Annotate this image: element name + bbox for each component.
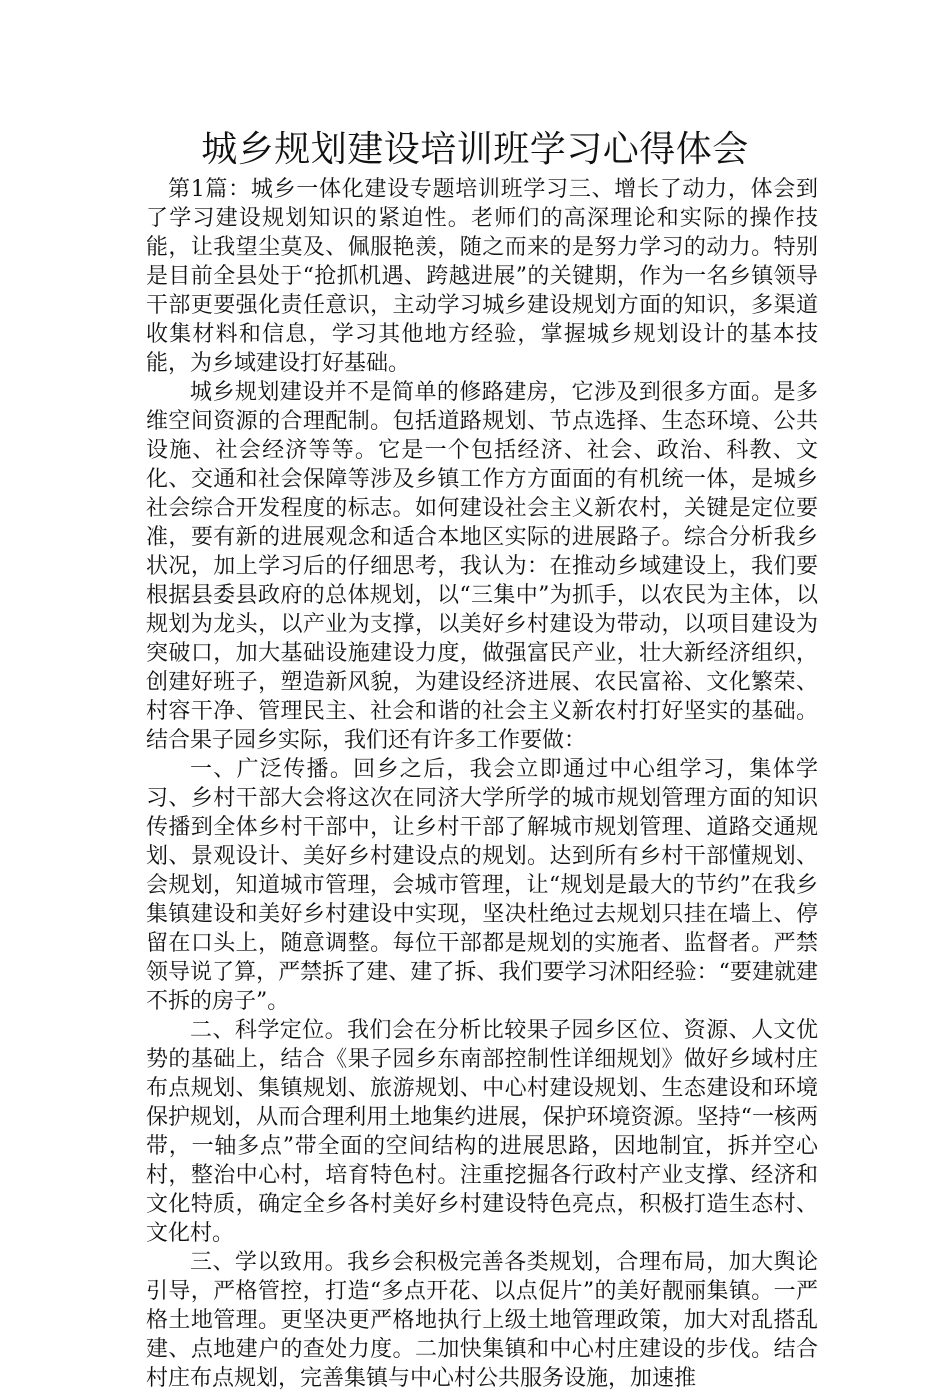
paragraph-5: 三、学以致用。我乡会积极完善各类规划，合理布局，加大舆论引导，严格管控，打造“多点开花、以点促片”的美好靓丽集镇。一严格土地管理。更坚决更严格地执行上级土地管理政策，加大对乱搭乱建、点地建户的查处力度。二加快集镇和中心村庄建设的步伐。结合村庄布点规划，完善集镇与中心村公共服务设施，加速推 [146,1250,818,1391]
paragraph-1: 第1篇：城乡一体化建设专题培训班学习三、增长了动力，体会到了学习建设规划知识的紧迫性。老师们的高深理论和实际的操作技能，让我望尘莫及、佩服艳羡，随之而来的是努力学习的动力。特别是目前全县处于“抢抓机遇、跨越进展”的关键期，作为一名乡镇领导干部更要强化责任意识，主动学习城乡建设规划方面的知识，多渠道收集材料和信息，学习其他地方经验，掌握城乡规划设计的基本技能，为乡域建设打好基础。 [146,177,818,376]
document-title: 城乡规划建设培训班学习心得体会 [201,129,749,170]
paragraph-3: 一、广泛传播。回乡之后，我会立即通过中心组学习，集体学习、乡村干部大会将这次在同济大学所学的城市规划管理方面的知识传播到全体乡村干部中，让乡村干部了解城市规划管理、道路交通规划、景观设计、美好乡村建设点的规划。达到所有乡村干部懂规划、会规划，知道城市管理，会城市管理，让“规划是最大的节约”在我乡集镇建设和美好乡村建设中实现，坚决杜绝过去规划只挂在墙上、停留在口头上，随意调整。每位干部都是规划的实施者、监督者。严禁领导说了算，严禁拆了建、建了拆、我们要学习沭阳经验：“要建就建不拆的房子”。 [146,757,818,1014]
paragraph-2: 城乡规划建设并不是简单的修路建房，它涉及到很多方面。是多维空间资源的合理配制。包括道路规划、节点选择、生态环境、公共设施、社会经济等等。它是一个包括经济、社会、政治、科教、文化、交通和社会保障等涉及乡镇工作方方面面的有机统一体，是城乡社会综合开发程度的标志。如何建设社会主义新农村，关键是定位要准，要有新的进展观念和适合本地区实际的进展路子。综合分析我乡状况，加上学习后的仔细思考，我认为：在推动乡域建设上，我们要根据县委县政府的总体规划，以“三集中”为抓手，以农民为主体，以规划为龙头，以产业为支撑，以美好乡村建设为带动，以项目建设为突破口，加大基础设施建设力度，做强富民产业，壮大新经济组织，创建好班子，塑造新风貌，为建设经济进展、农民富裕、文化繁荣、村容干净、管理民主、社会和谐的社会主义新农村打好坚实的基础。结合果子园乡实际，我们还有许多工作要做： [146,380,818,753]
paragraph-4: 二、科学定位。我们会在分析比较果子园乡区位、资源、人文优势的基础上，结合《果子园乡东南部控制性详细规划》做好乡域村庄布点规划、集镇规划、旅游规划、中心村建设规划、生态建设和环境保护规划，从而合理利用土地集约进展，保护环境资源。坚持“一核两带，一轴多点”带全面的空间结构的进展思路，因地制宜，拆并空心村，整治中心村，培育特色村。注重挖掘各行政村产业支撑、经济和文化特质，确定全乡各村美好乡村建设特色亮点，积极打造生态村、文化村。 [146,1018,818,1246]
document-body [146,175,818,1393]
